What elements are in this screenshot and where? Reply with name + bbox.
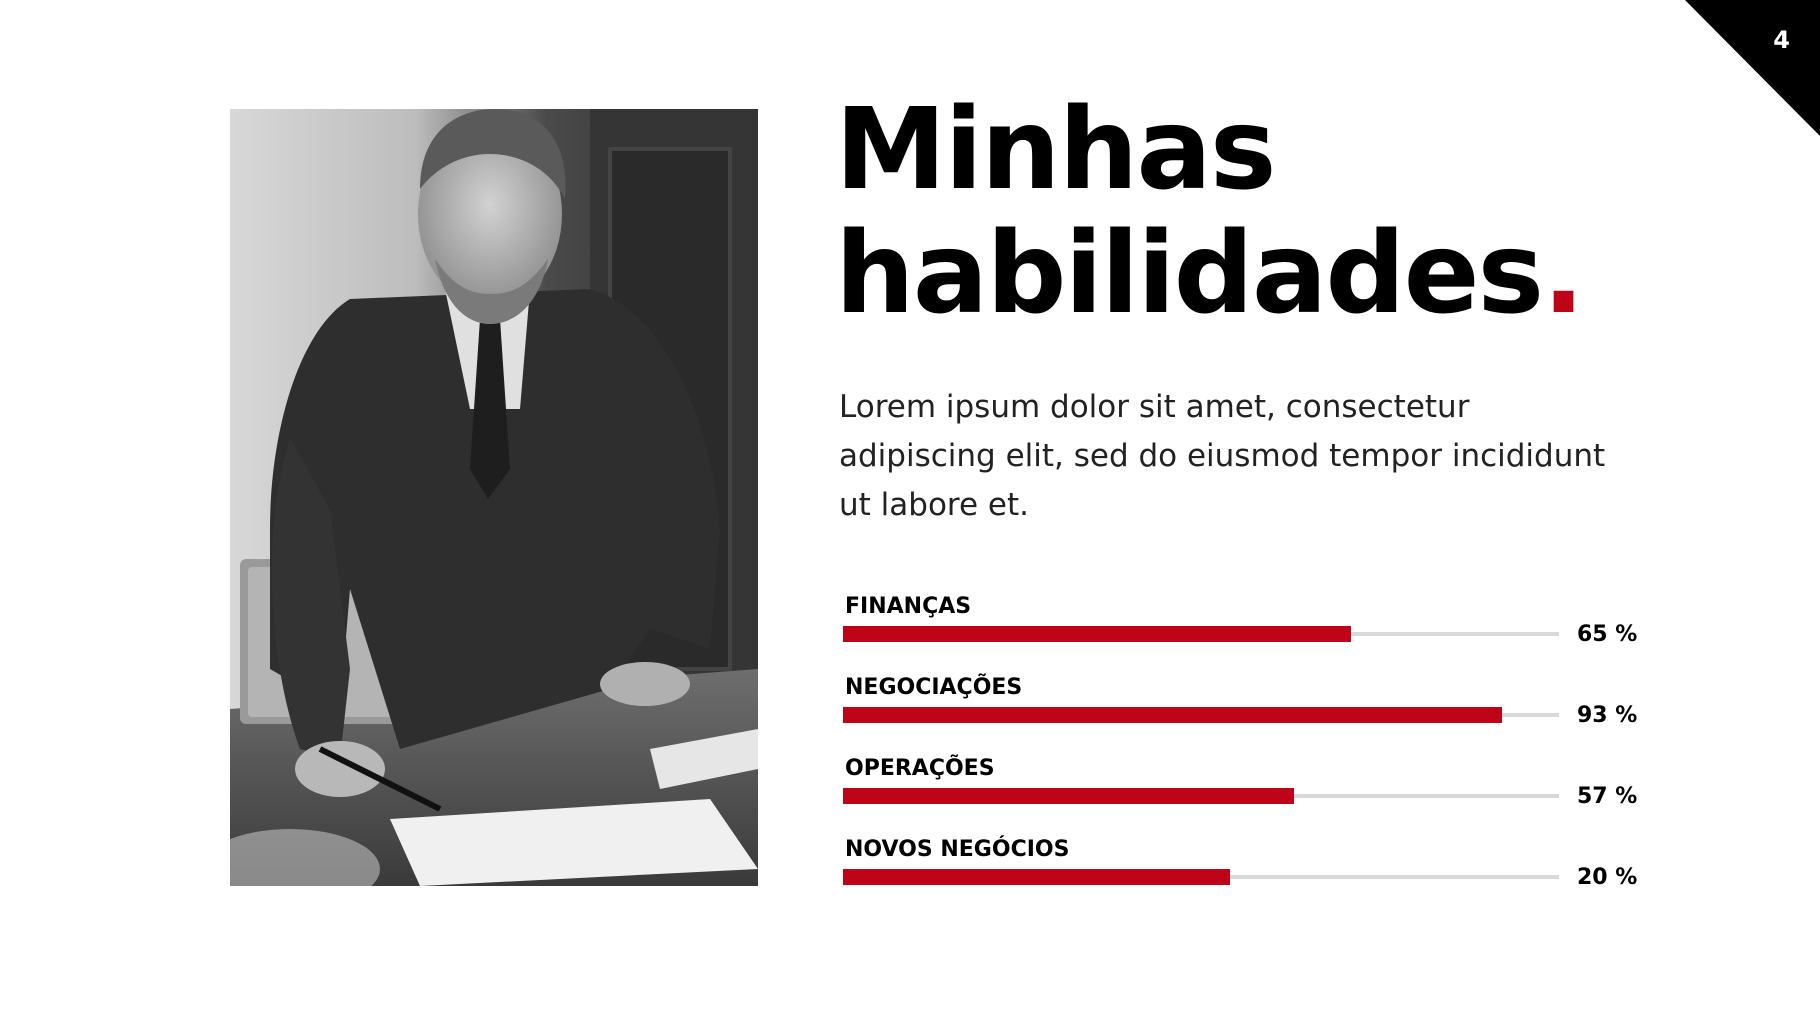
skill-bar-fill <box>843 869 1230 885</box>
skill-value: 20 % <box>1577 865 1638 890</box>
skill-label: FINANÇAS <box>845 594 972 619</box>
skill-bar-fill <box>843 707 1502 723</box>
skill-item-novos-negocios <box>843 833 1643 914</box>
skill-label: NOVOS NEGÓCIOS <box>845 837 1070 862</box>
page-number: 4 <box>1773 26 1790 54</box>
description-text: Lorem ipsum dolor sit amet, consectetur adipiscing elit, sed do eiusmod tempor incididunt ut labore et. <box>839 389 1606 523</box>
skill-label: NEGOCIAÇÕES <box>845 675 1023 700</box>
skill-value: 57 % <box>1577 784 1638 809</box>
title-accent-dot: . <box>1542 209 1583 339</box>
skill-track <box>843 875 1559 879</box>
business-meeting-photo <box>230 109 758 886</box>
page-title <box>835 85 1583 339</box>
skill-track <box>843 713 1559 717</box>
skill-item-negociacoes <box>843 671 1643 752</box>
skill-track <box>843 632 1559 636</box>
skill-bar-fill <box>843 626 1351 642</box>
title-line-2: habilidades <box>835 209 1543 339</box>
title-line-1: Minhas <box>835 85 1275 215</box>
skill-item-operacoes <box>843 752 1643 833</box>
skill-item-financas <box>843 590 1643 671</box>
skill-track <box>843 794 1559 798</box>
skill-value: 93 % <box>1577 703 1638 728</box>
skill-bar-fill <box>843 788 1294 804</box>
skills-list <box>843 590 1643 914</box>
corner-badge <box>1685 0 1820 136</box>
skill-label: OPERAÇÕES <box>845 756 995 781</box>
photo-illustration <box>230 109 758 886</box>
skill-value: 65 % <box>1577 622 1638 647</box>
